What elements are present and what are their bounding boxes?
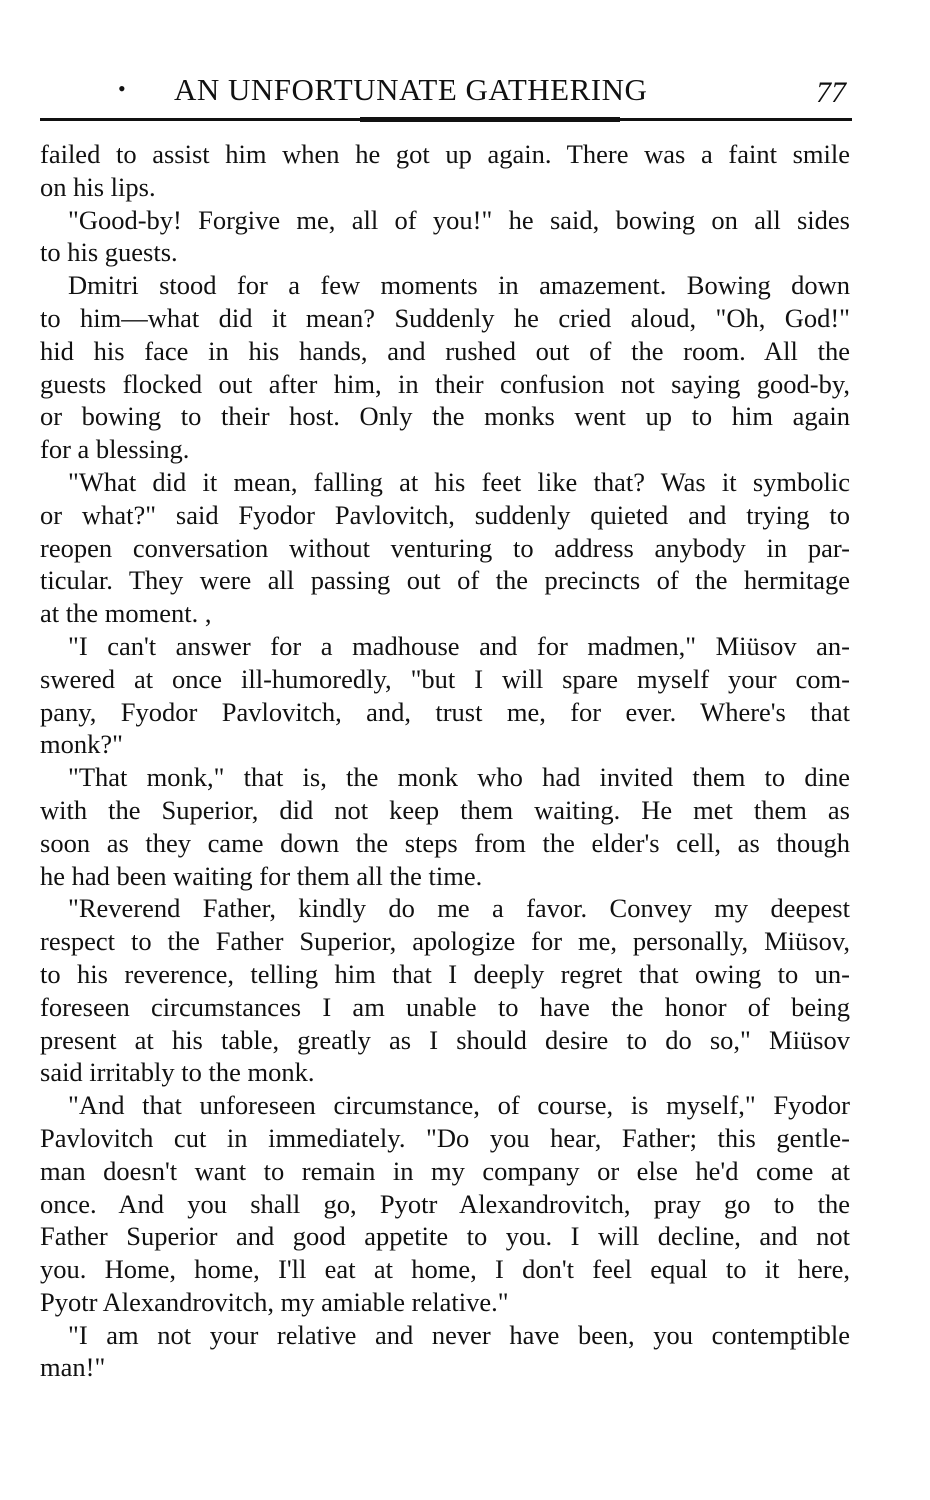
text-line: failed to assist him when he got up again. There was a faint smile <box>40 139 850 169</box>
text-line: "Good-by! Forgive me, all of you!" he said, bowing on all sides <box>68 204 850 235</box>
text-line: on his lips. <box>40 171 156 202</box>
text-line: soon as they came down the steps from the elder's cell, as though <box>40 827 850 858</box>
text-line: for a blessing. <box>40 434 190 465</box>
text-line: ticular. They were all passing out of the precincts of the hermitage <box>40 565 850 596</box>
text-line: respect to the Father Superior, apologize for me, personally, Miüsov, <box>40 926 850 957</box>
text-line: man doesn't want to remain in my company or else he'd come at <box>40 1155 850 1186</box>
header-rule-accent <box>360 117 620 122</box>
text-line: "That monk," that is, the monk who had invited them to dine <box>68 762 850 793</box>
page-number: 77 <box>816 76 846 109</box>
text-line: swered at once ill-humoredly, "but I will spare myself your com- <box>40 663 850 694</box>
text-line: he had been waiting for them all the time. <box>40 860 483 891</box>
text-line: "I am not your relative and never have been, you contemptible <box>68 1319 850 1350</box>
text-line: or bowing to their host. Only the monks went up to him again <box>40 401 850 432</box>
text-line: to his guests. <box>40 237 178 268</box>
body-text <box>40 138 850 1384</box>
text-line: guests flocked out after him, in their confusion not saying good-by, <box>40 368 850 399</box>
text-line: pany, Fyodor Pavlovitch, and, trust me, for ever. Where's that <box>40 696 850 727</box>
text-line: present at his table, greatly as I should desire to do so," Miüsov <box>40 1024 850 1055</box>
text-line: hid his face in his hands, and rushed out of the room. All the <box>40 335 850 366</box>
text-line: Pyotr Alexandrovitch, my amiable relative." <box>40 1286 509 1317</box>
header-bullet: • <box>118 76 126 101</box>
text-line: Dmitri stood for a few moments in amazement. Bowing down <box>68 270 850 301</box>
text-line: or what?" said Fyodor Pavlovitch, suddenly quieted and trying to <box>40 499 850 530</box>
chapter-title: AN UNFORTUNATE GATHERING <box>174 72 648 107</box>
text-line: with the Superior, did not keep them waiting. He met them as <box>40 794 850 825</box>
text-line: Father Superior and good appetite to you. I will decline, and not <box>40 1221 850 1252</box>
text-line: man!" <box>40 1352 106 1383</box>
text-line: "Reverend Father, kindly do me a favor. Convey my deepest <box>68 893 850 924</box>
text-line: said irritably to the monk. <box>40 1057 315 1088</box>
text-line: at the moment. , <box>40 598 212 629</box>
text-line: foreseen circumstances I am unable to have the honor of being <box>40 991 850 1022</box>
running-header <box>40 72 852 116</box>
text-line: to him—what did it mean? Suddenly he cried aloud, "Oh, God!" <box>40 302 850 333</box>
text-line: Pavlovitch cut in immediately. "Do you hear, Father; this gentle- <box>40 1122 850 1153</box>
text-line: "And that unforeseen circumstance, of course, is myself," Fyodor <box>68 1090 850 1121</box>
text-line: monk?" <box>40 729 123 760</box>
text-line: you. Home, home, I'll eat at home, I don't feel equal to it here, <box>40 1254 850 1285</box>
text-line: "I can't answer for a madhouse and for madmen," Miüsov an- <box>68 630 850 661</box>
text-line: to his reverence, telling him that I deeply regret that owing to un- <box>40 958 850 989</box>
text-line: reopen conversation without venturing to address anybody in par- <box>40 532 850 563</box>
text-line: once. And you shall go, Pyotr Alexandrovitch, pray go to the <box>40 1188 850 1219</box>
text-line: "What did it mean, falling at his feet like that? Was it symbolic <box>68 466 850 497</box>
